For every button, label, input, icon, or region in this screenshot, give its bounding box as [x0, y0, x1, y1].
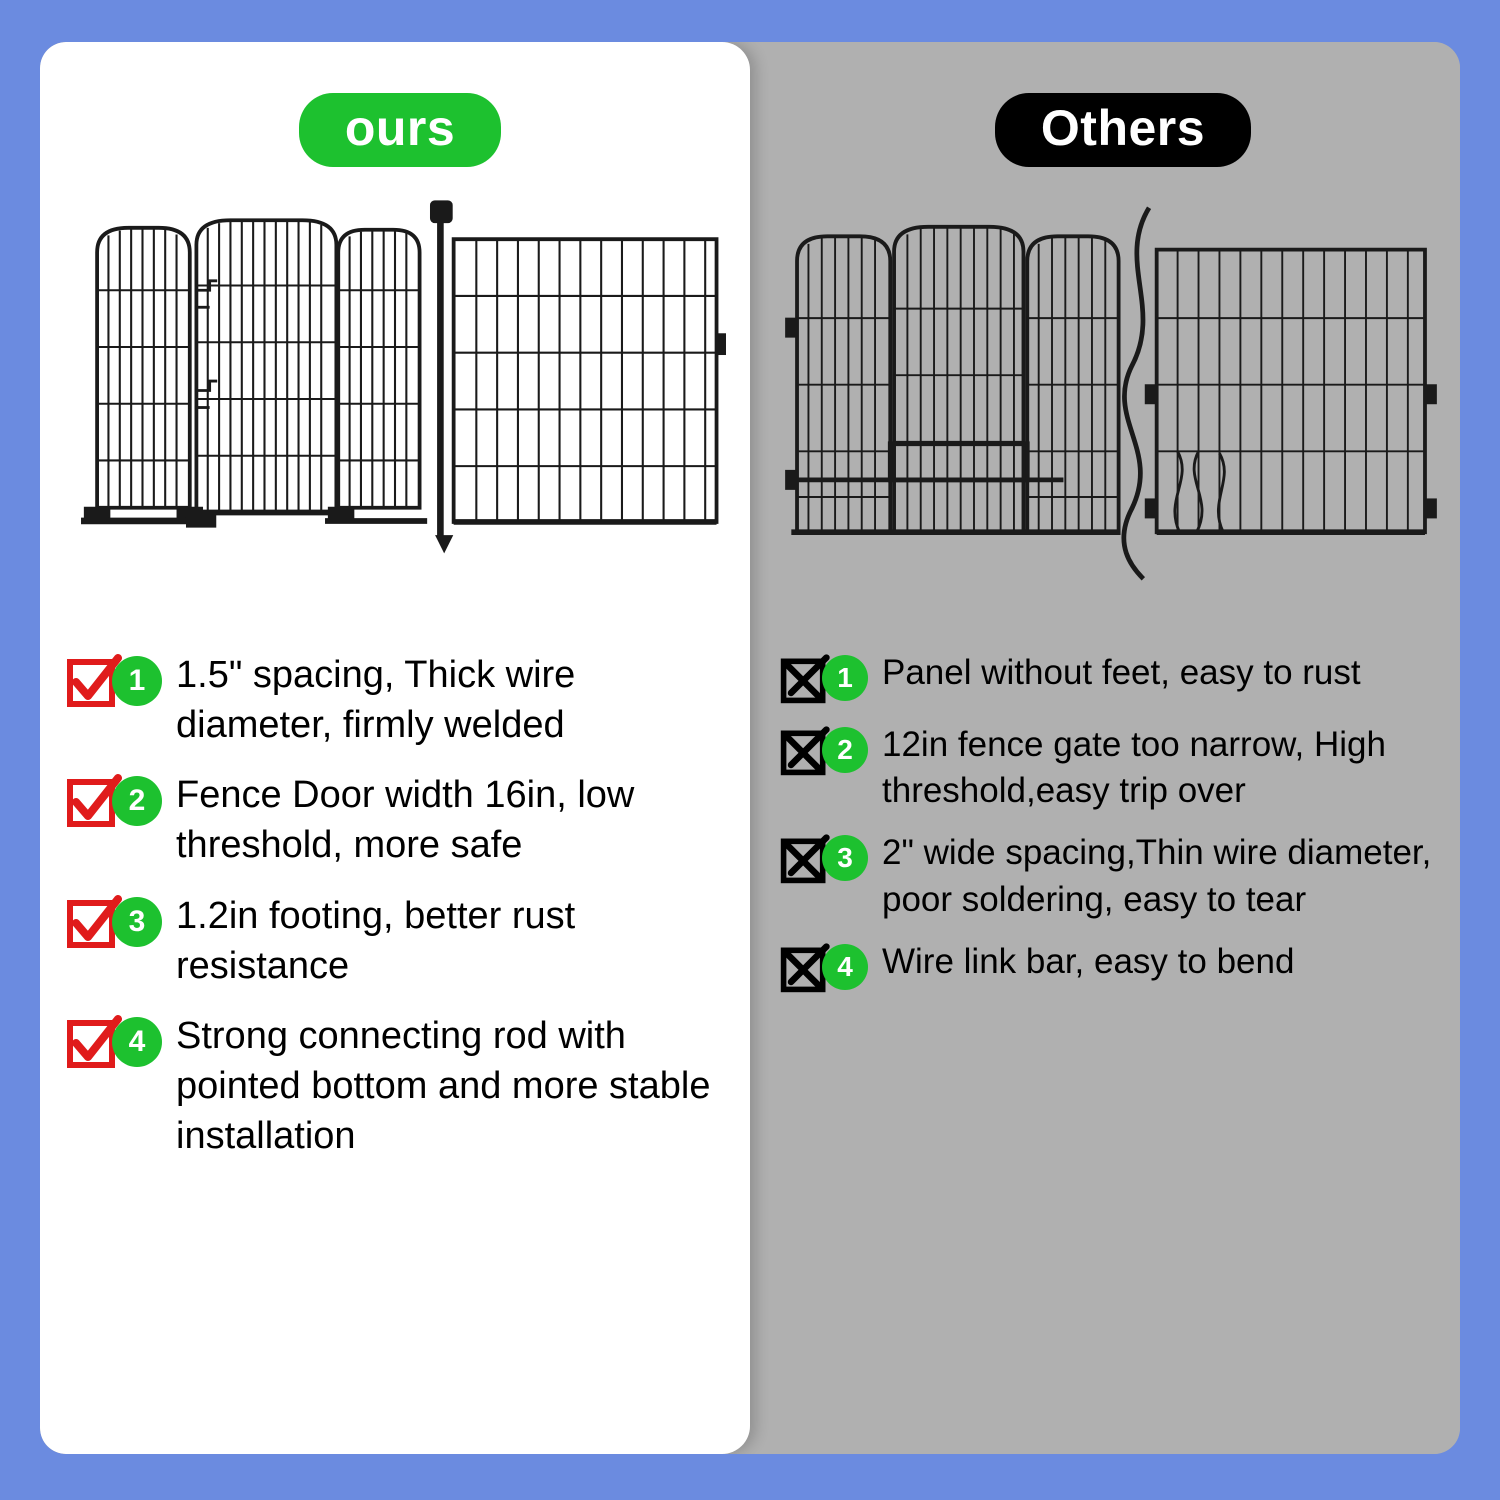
feature-text: Wire link bar, easy to bend — [882, 941, 1295, 981]
others-feature-list — [778, 648, 1444, 995]
feature-number: 1 — [822, 655, 868, 701]
feature-number: 1 — [112, 656, 162, 706]
ours-product-illustration — [64, 184, 726, 614]
list-item — [778, 937, 1444, 995]
ours-column — [40, 42, 750, 1454]
list-item — [64, 768, 726, 870]
ours-fence-drawing — [64, 184, 726, 614]
others-product-illustration — [778, 184, 1444, 614]
feature-text: Panel without feet, easy to rust — [882, 653, 1361, 692]
feature-number: 2 — [112, 776, 162, 826]
list-item — [778, 828, 1444, 922]
feature-number: 3 — [112, 897, 162, 947]
ours-badge-row — [64, 82, 726, 178]
others-column — [750, 42, 1460, 1454]
feature-text: 1.2in footing, better rust resistance — [176, 894, 576, 987]
feature-text: 1.5" spacing, Thick wire diameter, firmly welded — [176, 654, 576, 747]
feature-number: 3 — [822, 835, 868, 881]
feature-text: 2" wide spacing,Thin wire diameter, poor soldering, easy to tear — [882, 833, 1432, 919]
feature-text: Strong connecting rod with pointed bottom and more stable installation — [176, 1014, 711, 1158]
feature-number: 2 — [822, 727, 868, 773]
feature-number: 4 — [822, 944, 868, 990]
list-item — [778, 648, 1444, 706]
ours-feature-list — [64, 648, 726, 1161]
comparison-board — [40, 42, 1460, 1454]
list-item — [64, 889, 726, 991]
list-item — [64, 1009, 726, 1161]
list-item — [64, 648, 726, 750]
others-badge: Others — [995, 93, 1251, 167]
ours-badge: ours — [299, 93, 501, 167]
others-badge-row — [778, 82, 1444, 178]
others-fence-drawing — [778, 184, 1444, 614]
feature-text: 12in fence gate too narrow, High threshold,easy trip over — [882, 725, 1386, 811]
list-item — [778, 720, 1444, 814]
feature-number: 4 — [112, 1017, 162, 1067]
feature-text: Fence Door width 16in, low threshold, more safe — [176, 774, 635, 867]
